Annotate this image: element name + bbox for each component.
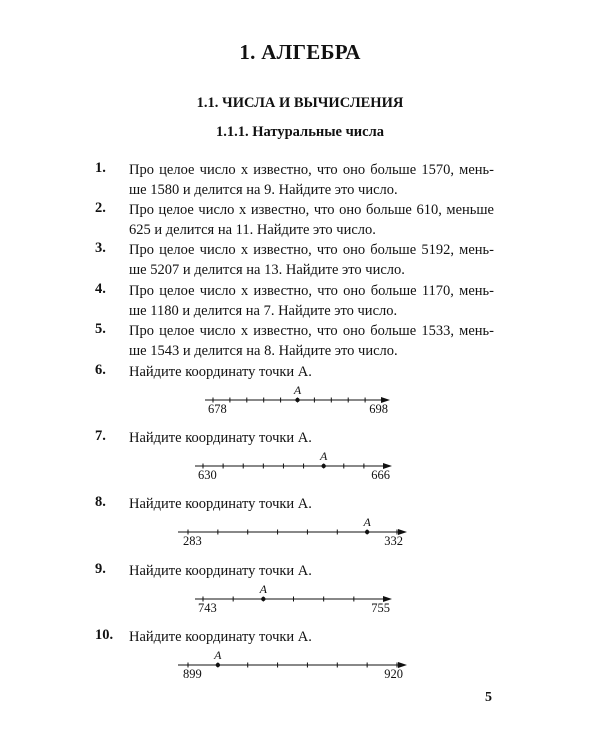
- point-a-dot: [295, 398, 299, 402]
- number-line: [0, 494, 600, 554]
- problem-text-line: 625 и делится на 11. Найдите это число.: [129, 222, 376, 238]
- point-a-dot: [365, 530, 369, 534]
- problem-text: [129, 321, 494, 361]
- problem-text-line: ше 5207 и делится на 13. Найдите это число.: [129, 262, 405, 278]
- number-line: [0, 428, 600, 488]
- number-line: [0, 362, 600, 422]
- problem-text: [129, 281, 494, 321]
- subsection-title: 1.1.1. Натуральные числа: [216, 124, 384, 140]
- problem-number: 9.: [95, 561, 106, 577]
- point-a-label: A: [259, 582, 268, 596]
- problem-number: 3.: [95, 240, 106, 256]
- problem-text: Найдите координату точки A.: [129, 496, 312, 512]
- problem-text: Найдите координату точки A.: [129, 563, 312, 579]
- problem-number: 4.: [95, 281, 106, 297]
- problem-text-line: Про целое число x известно, что оно больше 610, меньше: [129, 202, 494, 218]
- problem-number: 10.: [95, 627, 114, 643]
- problem-text-line: ше 1543 и делится на 8. Найдите это число.: [129, 343, 398, 359]
- page-number: 5: [485, 690, 492, 705]
- left-label: 283: [183, 534, 202, 548]
- right-label: 920: [384, 667, 403, 681]
- problem-text-line: ше 1580 и делится на 9. Найдите это число.: [129, 182, 398, 198]
- problem-text: Найдите координату точки A.: [129, 629, 312, 645]
- problem-text-line: Про целое число x известно, что оно больше 1170, мень-: [129, 283, 494, 299]
- problem-number: 8.: [95, 494, 106, 510]
- problem-text-line: Про целое число x известно, что оно больше 5192, мень-: [129, 242, 494, 258]
- point-a-dot: [216, 663, 220, 667]
- point-a-label: A: [214, 648, 222, 662]
- number-line: [0, 561, 600, 621]
- problem-number: 6.: [95, 362, 106, 378]
- right-label: 755: [371, 601, 390, 615]
- problem-text: Найдите координату точки A.: [129, 364, 312, 380]
- number-line: [0, 627, 600, 687]
- left-label: 899: [183, 667, 202, 681]
- problem-text: [129, 240, 494, 280]
- right-label: 332: [384, 534, 403, 548]
- problem-text: [129, 160, 494, 200]
- problem-text-line: Про целое число x известно, что оно больше 1533, мень-: [129, 323, 494, 339]
- point-a-label: A: [363, 515, 371, 529]
- point-a-label: A: [319, 449, 328, 463]
- problem-text-line: Про целое число x известно, что оно больше 1570, мень-: [129, 162, 494, 178]
- problem-text: [129, 200, 494, 240]
- right-label: 698: [369, 402, 388, 416]
- problem-text: Найдите координату точки A.: [129, 430, 312, 446]
- left-label: 678: [208, 402, 227, 416]
- left-label: 743: [198, 601, 217, 615]
- point-a-dot: [261, 597, 265, 601]
- problem-number: 5.: [95, 321, 106, 337]
- problem-number: 2.: [95, 200, 106, 216]
- point-a-dot: [321, 464, 325, 468]
- problem-number: 1.: [95, 160, 106, 176]
- problem-text-line: ше 1180 и делится на 7. Найдите это число.: [129, 303, 398, 319]
- problem-number: 7.: [95, 428, 106, 444]
- point-a-label: A: [293, 383, 302, 397]
- chapter-title: 1. АЛГЕБРА: [239, 40, 361, 64]
- right-label: 666: [371, 468, 390, 482]
- section-title: 1.1. ЧИСЛА И ВЫЧИСЛЕНИЯ: [196, 95, 404, 111]
- left-label: 630: [198, 468, 217, 482]
